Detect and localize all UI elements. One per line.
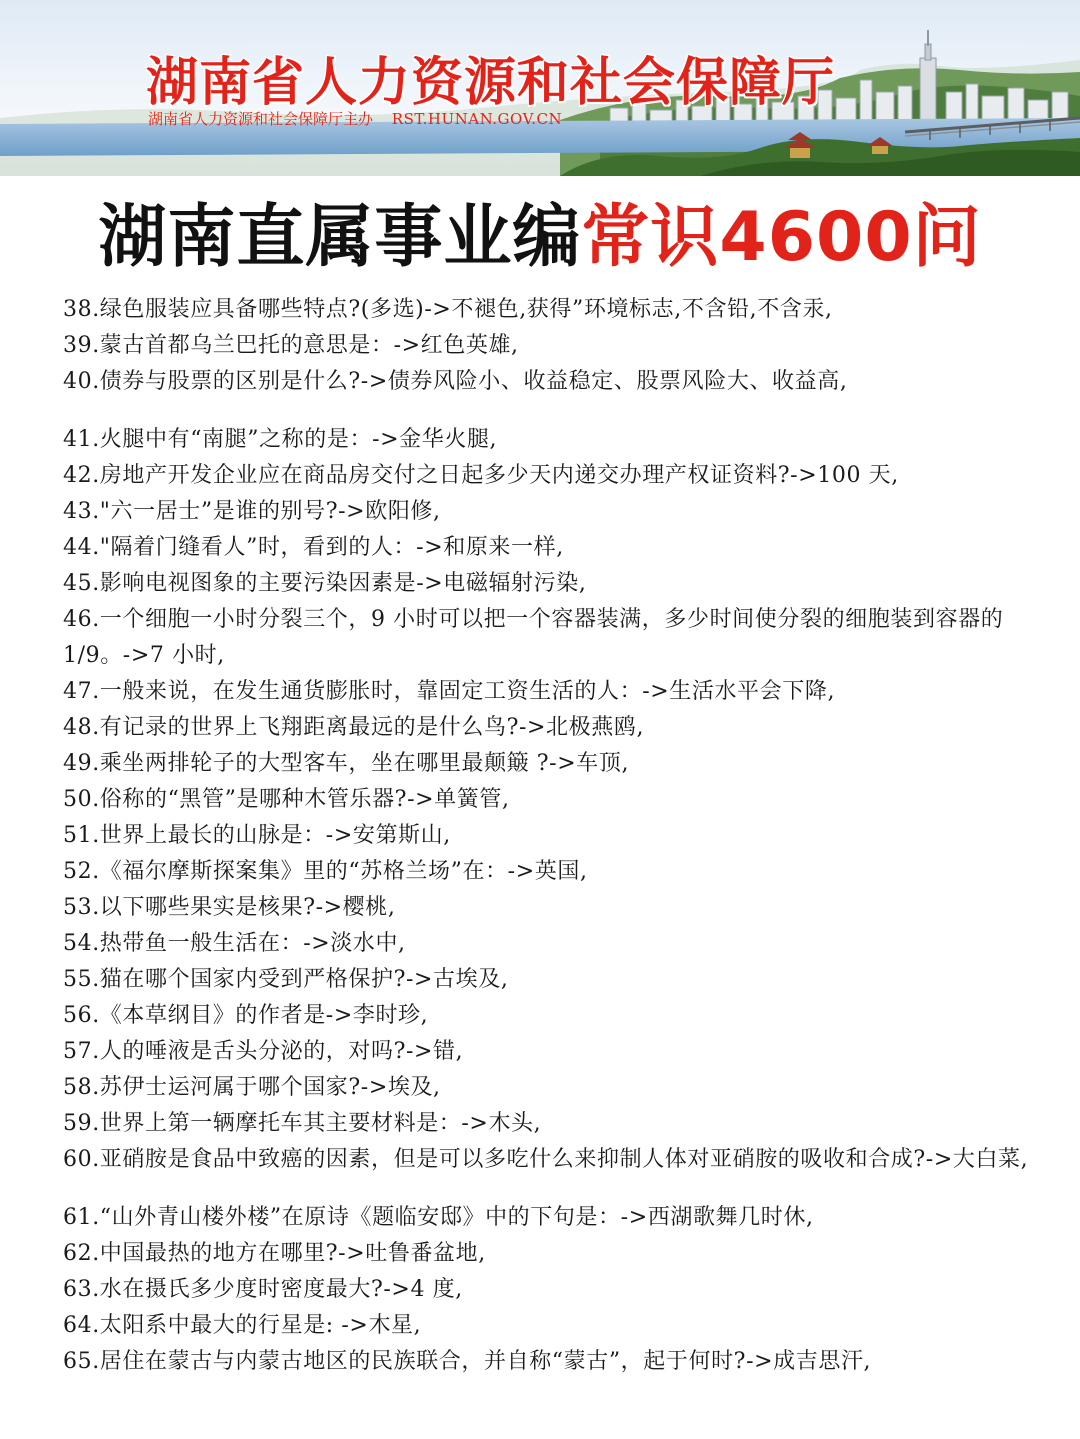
qa-item: 57.人的唾液是舌头分泌的，对吗?->错,: [63, 1039, 464, 1064]
qa-item: 65.居住在蒙古与内蒙古地区的民族联合，并自称“蒙古”，起于何时?->成吉思汗,: [63, 1349, 872, 1374]
qa-item: 40.债券与股票的区别是什么?->债券风险小、收益稳定、股票风险大、收益高,: [63, 369, 848, 394]
qa-item: 62.中国最热的地方在哪里?->吐鲁番盆地,: [63, 1241, 486, 1266]
qa-item: 61.“山外青山楼外楼”在原诗《题临安邸》中的下句是：->西湖歌舞几时休,: [63, 1205, 814, 1230]
banner-organizer-text: 湖南省人力资源和社会保障厅主办: [148, 110, 374, 128]
qa-item: 43."六一居士”是谁的别号?->欧阳修,: [63, 499, 441, 524]
qa-item: 38.绿色服装应具备哪些特点?(多选)->不褪色,获得”环境标志,不含铅,不含汞,: [63, 297, 833, 322]
headline-part-red: 常识4600问: [581, 198, 982, 277]
qa-item: 39.蒙古首都乌兰巴托的意思是：->红色英雄,: [63, 333, 519, 358]
qa-item: 59.世界上第一辆摩托车其主要材料是：->木头,: [63, 1111, 542, 1136]
qa-item: 44."隔着门缝看人”时，看到的人：->和原来一样,: [63, 535, 564, 560]
qa-item: 47.一般来说，在发生通货膨胀时，靠固定工资生活的人：->生活水平会下降,: [63, 679, 836, 704]
qa-item: 46.一个细胞一小时分裂三个，9 小时可以把一个容器装满，多少时间使分裂的细胞装到容器的 1/9。->7 小时,: [63, 607, 1004, 668]
section-gap: [63, 400, 1038, 422]
qa-item: 52.《福尔摩斯探案集》里的“苏格兰场”在：->英国,: [63, 859, 588, 884]
headline-part-black: 湖南直属事业编: [98, 198, 582, 277]
header-banner: [0, 0, 1080, 176]
qa-item: 58.苏伊士运河属于哪个国家?->埃及,: [63, 1075, 441, 1100]
qa-item: 42.房地产开发企业应在商品房交付之日起多少天内递交办理产权证资料?->100 天,: [63, 463, 899, 488]
banner-url: RST.HUNAN.GOV.CN: [391, 110, 563, 128]
qa-item: 56.《本草纲目》的作者是->李时珍,: [63, 1003, 429, 1028]
qa-item: 64.太阳系中最大的行星是: ->木星,: [63, 1313, 422, 1338]
qa-item: 49.乘坐两排轮子的大型客车，坐在哪里最颠簸 ?->车顶,: [63, 751, 630, 776]
qa-item: 53.以下哪些果实是核果?->樱桃,: [63, 895, 396, 920]
qa-item: 48.有记录的世界上飞翔距离最远的是什么鸟?->北极燕鸥,: [63, 715, 645, 740]
qa-list: [63, 292, 1038, 1380]
qa-item: 63.水在摄氏多少度时密度最大?->4 度,: [63, 1277, 463, 1302]
qa-item: 50.俗称的“黑管”是哪种木管乐器?->单簧管,: [63, 787, 510, 812]
banner-title: 湖南省人力资源和社会保障厅: [146, 53, 836, 113]
qa-item: 41.火腿中有“南腿”之称的是：->金华火腿,: [63, 427, 498, 452]
qa-item: 51.世界上最长的山脉是：->安第斯山,: [63, 823, 451, 848]
page-headline: [0, 196, 1080, 280]
section-gap: [63, 1178, 1038, 1200]
qa-item: 60.亚硝胺是食品中致癌的因素，但是可以多吃什么来抑制人体对亚硝胺的吸收和合成?->大白菜,: [63, 1147, 1029, 1172]
banner-subtitle: [148, 108, 562, 129]
qa-item: 45.影响电视图象的主要污染因素是->电磁辐射污染,: [63, 571, 587, 596]
qa-item: 55.猫在哪个国家内受到严格保护?->古埃及,: [63, 967, 509, 992]
qa-item: 54.热带鱼一般生活在：->淡水中,: [63, 931, 406, 956]
